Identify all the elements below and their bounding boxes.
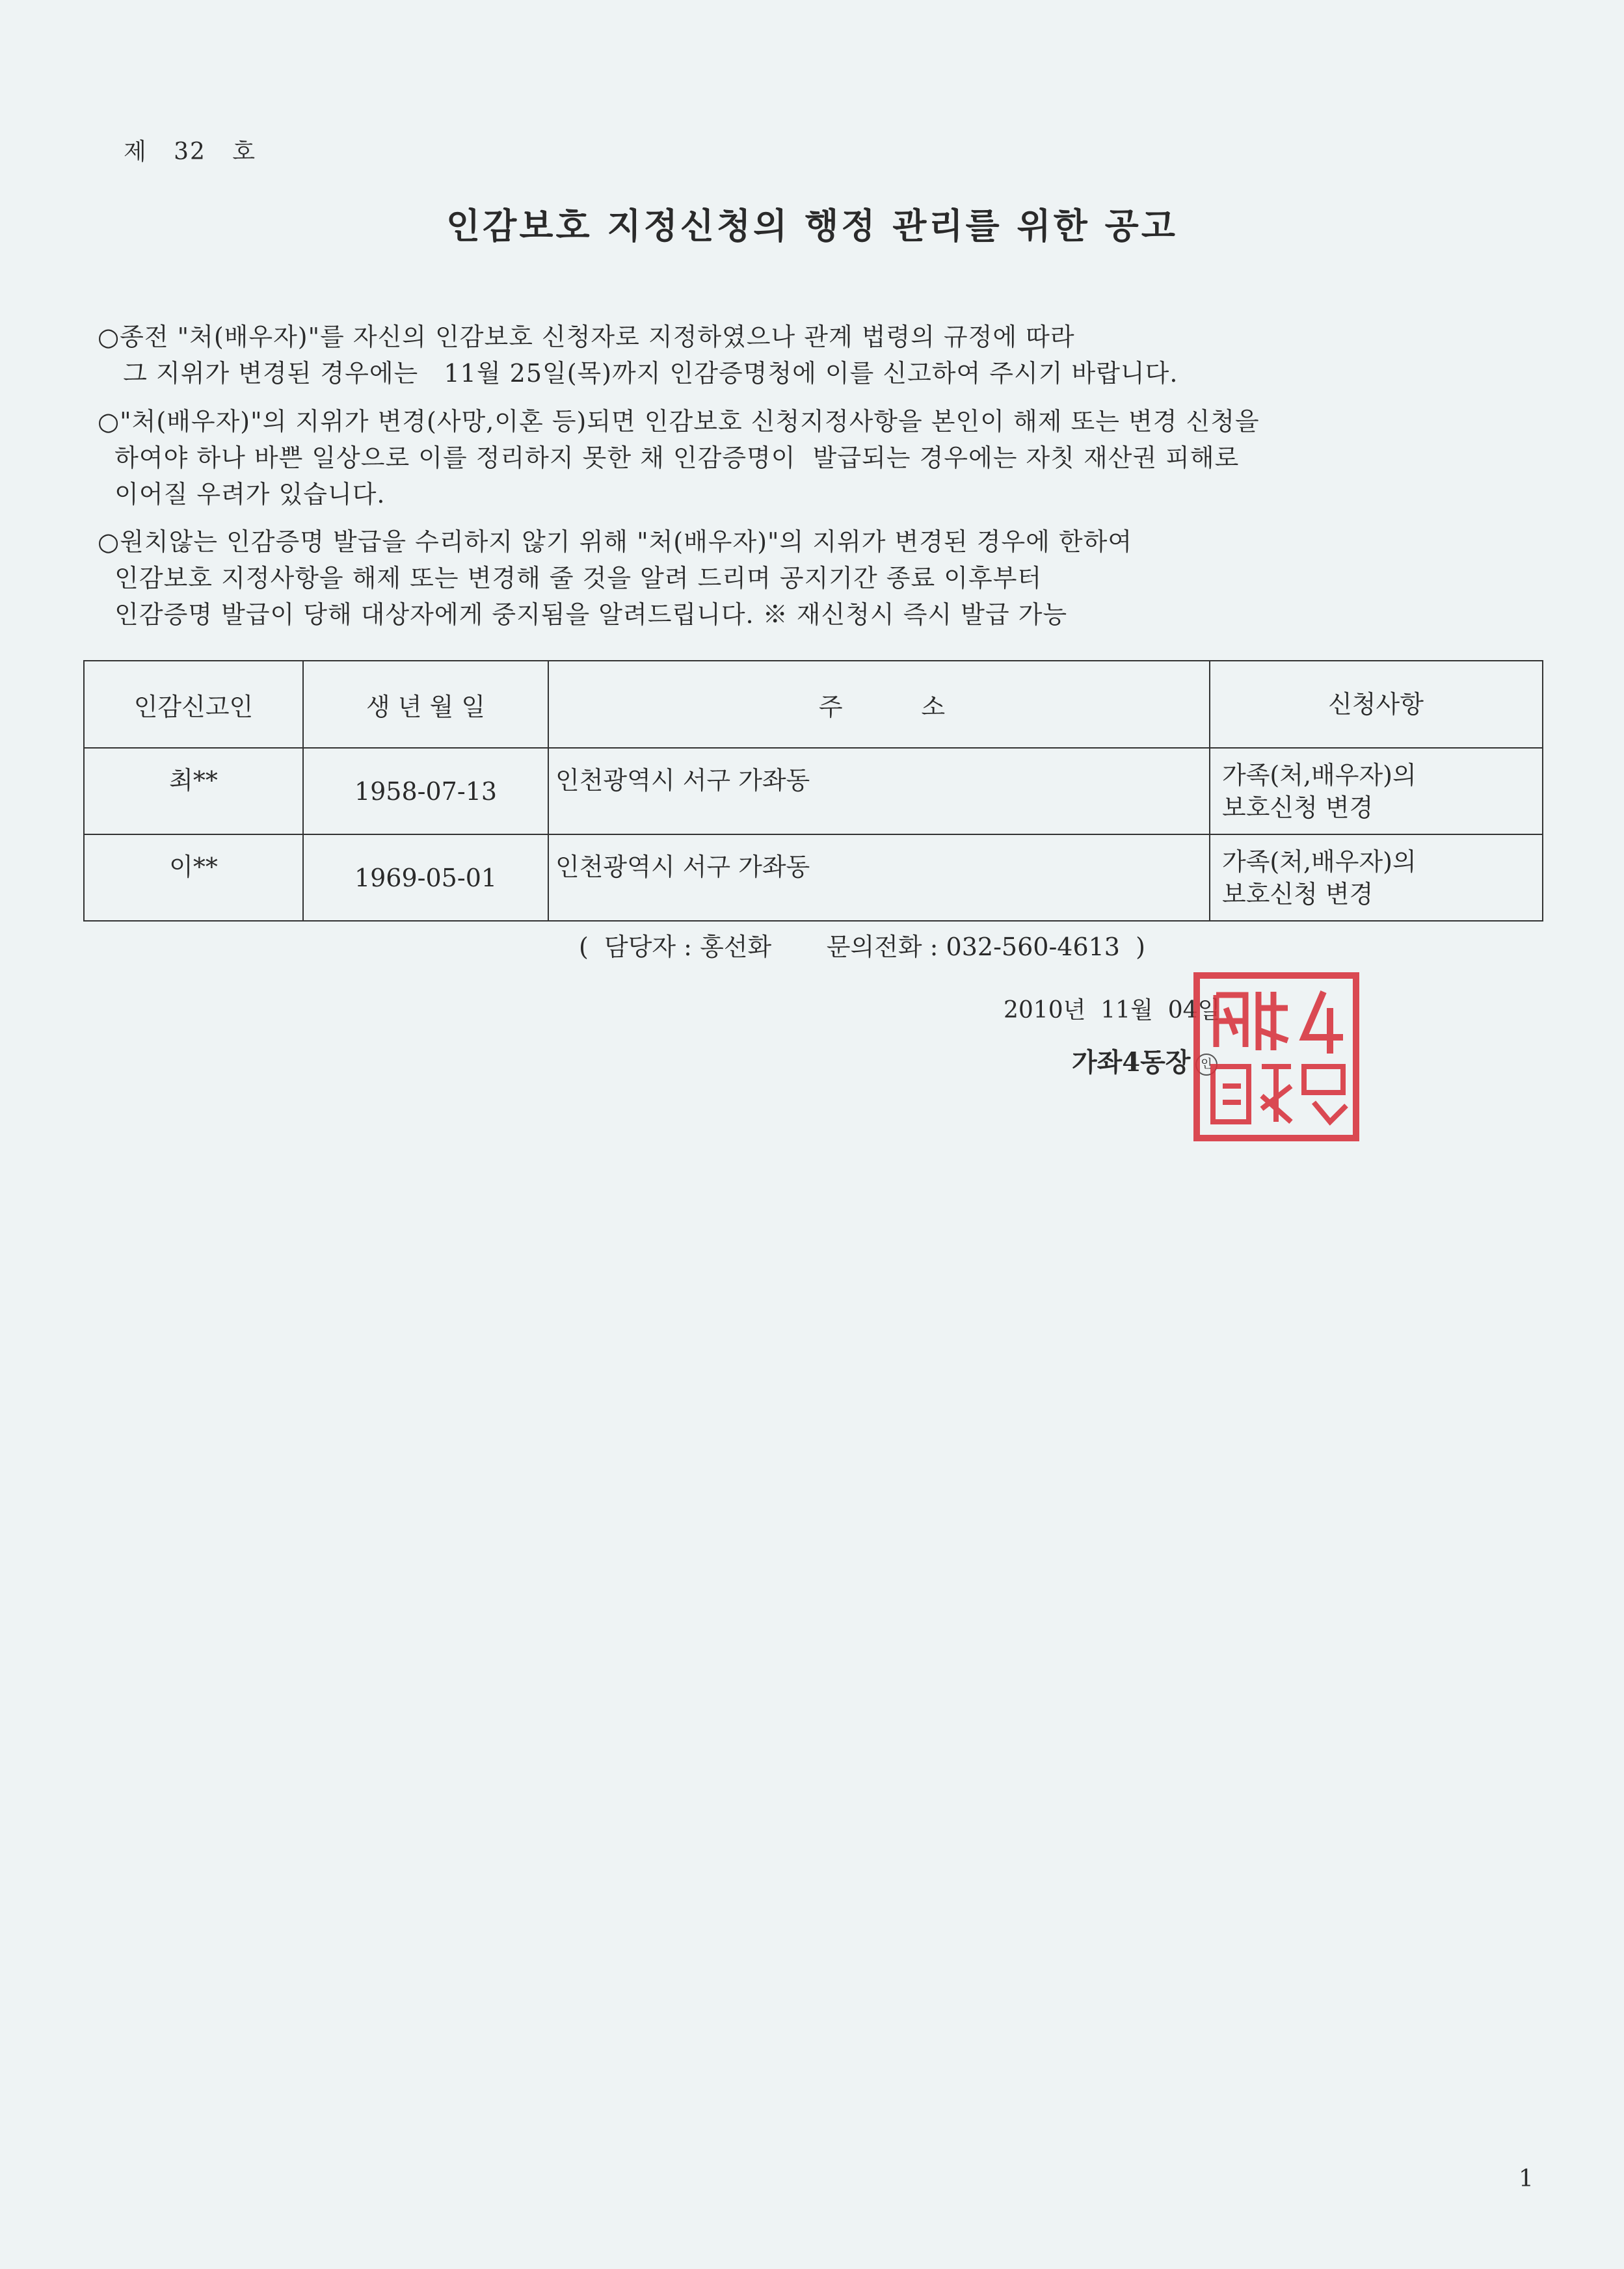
paragraph-line: ○"처(배우자)"의 지위가 변경(사망,이혼 등)되면 인감보호 신청지정사항을 본인이 해제 또는 변경 신청을 — [98, 407, 1260, 436]
cell-address: 인천광역시 서구 가좌동 — [548, 834, 1210, 921]
paragraph-line: ○종전 "처(배우자)"를 자신의 인감보호 신청자로 지정하였으나 관계 법령의 규정에 따라 — [98, 323, 1075, 351]
request-line: 보호신청 변경 — [1222, 879, 1374, 909]
cell-birthdate: 1958-07-13 — [303, 748, 548, 834]
cell-name: 이** — [84, 834, 303, 921]
signatory: 가좌4동장 — [1072, 1047, 1191, 1078]
cell-request — [1210, 834, 1543, 921]
seal-mark-circle: 인 — [1195, 1054, 1218, 1076]
paragraph-line: 하여야 하나 바쁜 일상으로 이를 정리하지 못한 채 인감증명이 발급되는 경우에는 자칫 재산권 피해로 — [98, 444, 1240, 472]
paragraph-1 — [98, 319, 1496, 391]
table-row — [84, 748, 1543, 834]
request-line: 보호신청 변경 — [1222, 793, 1374, 822]
paragraph-line: ○원치않는 인감증명 발급을 수리하지 않기 위해 "처(배우자)"의 지위가 변경된 경우에 한하여 — [98, 527, 1133, 556]
contact-info: ( 담당자 : 홍선화 문의전화 : 032-560-4613 ) — [579, 933, 1145, 961]
cell-birthdate: 1969-05-01 — [303, 834, 548, 921]
request-line: 가족(처,배우자)의 — [1222, 760, 1417, 790]
header-birthdate: 생 년 월 일 — [303, 661, 548, 748]
cell-name: 최** — [84, 748, 303, 834]
official-seal-stamp — [1190, 969, 1363, 1145]
paragraph-line: 인감증명 발급이 당해 대상자에게 중지됨을 알려드립니다. ※ 재신청시 즉시 발급 가능 — [98, 600, 1068, 629]
document-number: 제 32 호 — [124, 139, 257, 165]
issue-date: 2010년 11월 04일 — [1004, 997, 1221, 1024]
applicant-table — [83, 660, 1543, 922]
paragraph-line: 그 지위가 변경된 경우에는 11월 25일(목)까지 인감증명청에 이를 신고하여 주시기 바랍니다. — [98, 359, 1178, 388]
header-address — [548, 661, 1210, 748]
header-address-label: 주 소 — [818, 692, 946, 721]
table-row — [84, 834, 1543, 921]
page-number: 1 — [1519, 2166, 1534, 2192]
request-line: 가족(처,배우자)의 — [1222, 847, 1417, 876]
paragraph-2 — [98, 403, 1496, 512]
cell-address: 인천광역시 서구 가좌동 — [548, 748, 1210, 834]
header-registrant: 인감신고인 — [84, 661, 303, 748]
notice-title: 인감보호 지정신청의 행정 관리를 위한 공고 — [446, 205, 1178, 246]
paragraph-3 — [98, 524, 1496, 633]
cell-request — [1210, 748, 1543, 834]
header-request: 신청사항 — [1210, 661, 1543, 748]
paragraph-line: 이어질 우려가 있습니다. — [98, 480, 386, 509]
paragraph-line: 인감보호 지정사항을 해제 또는 변경해 줄 것을 알려 드리며 공지기간 종료 이후부터 — [98, 564, 1043, 592]
table-header-row — [84, 661, 1543, 748]
